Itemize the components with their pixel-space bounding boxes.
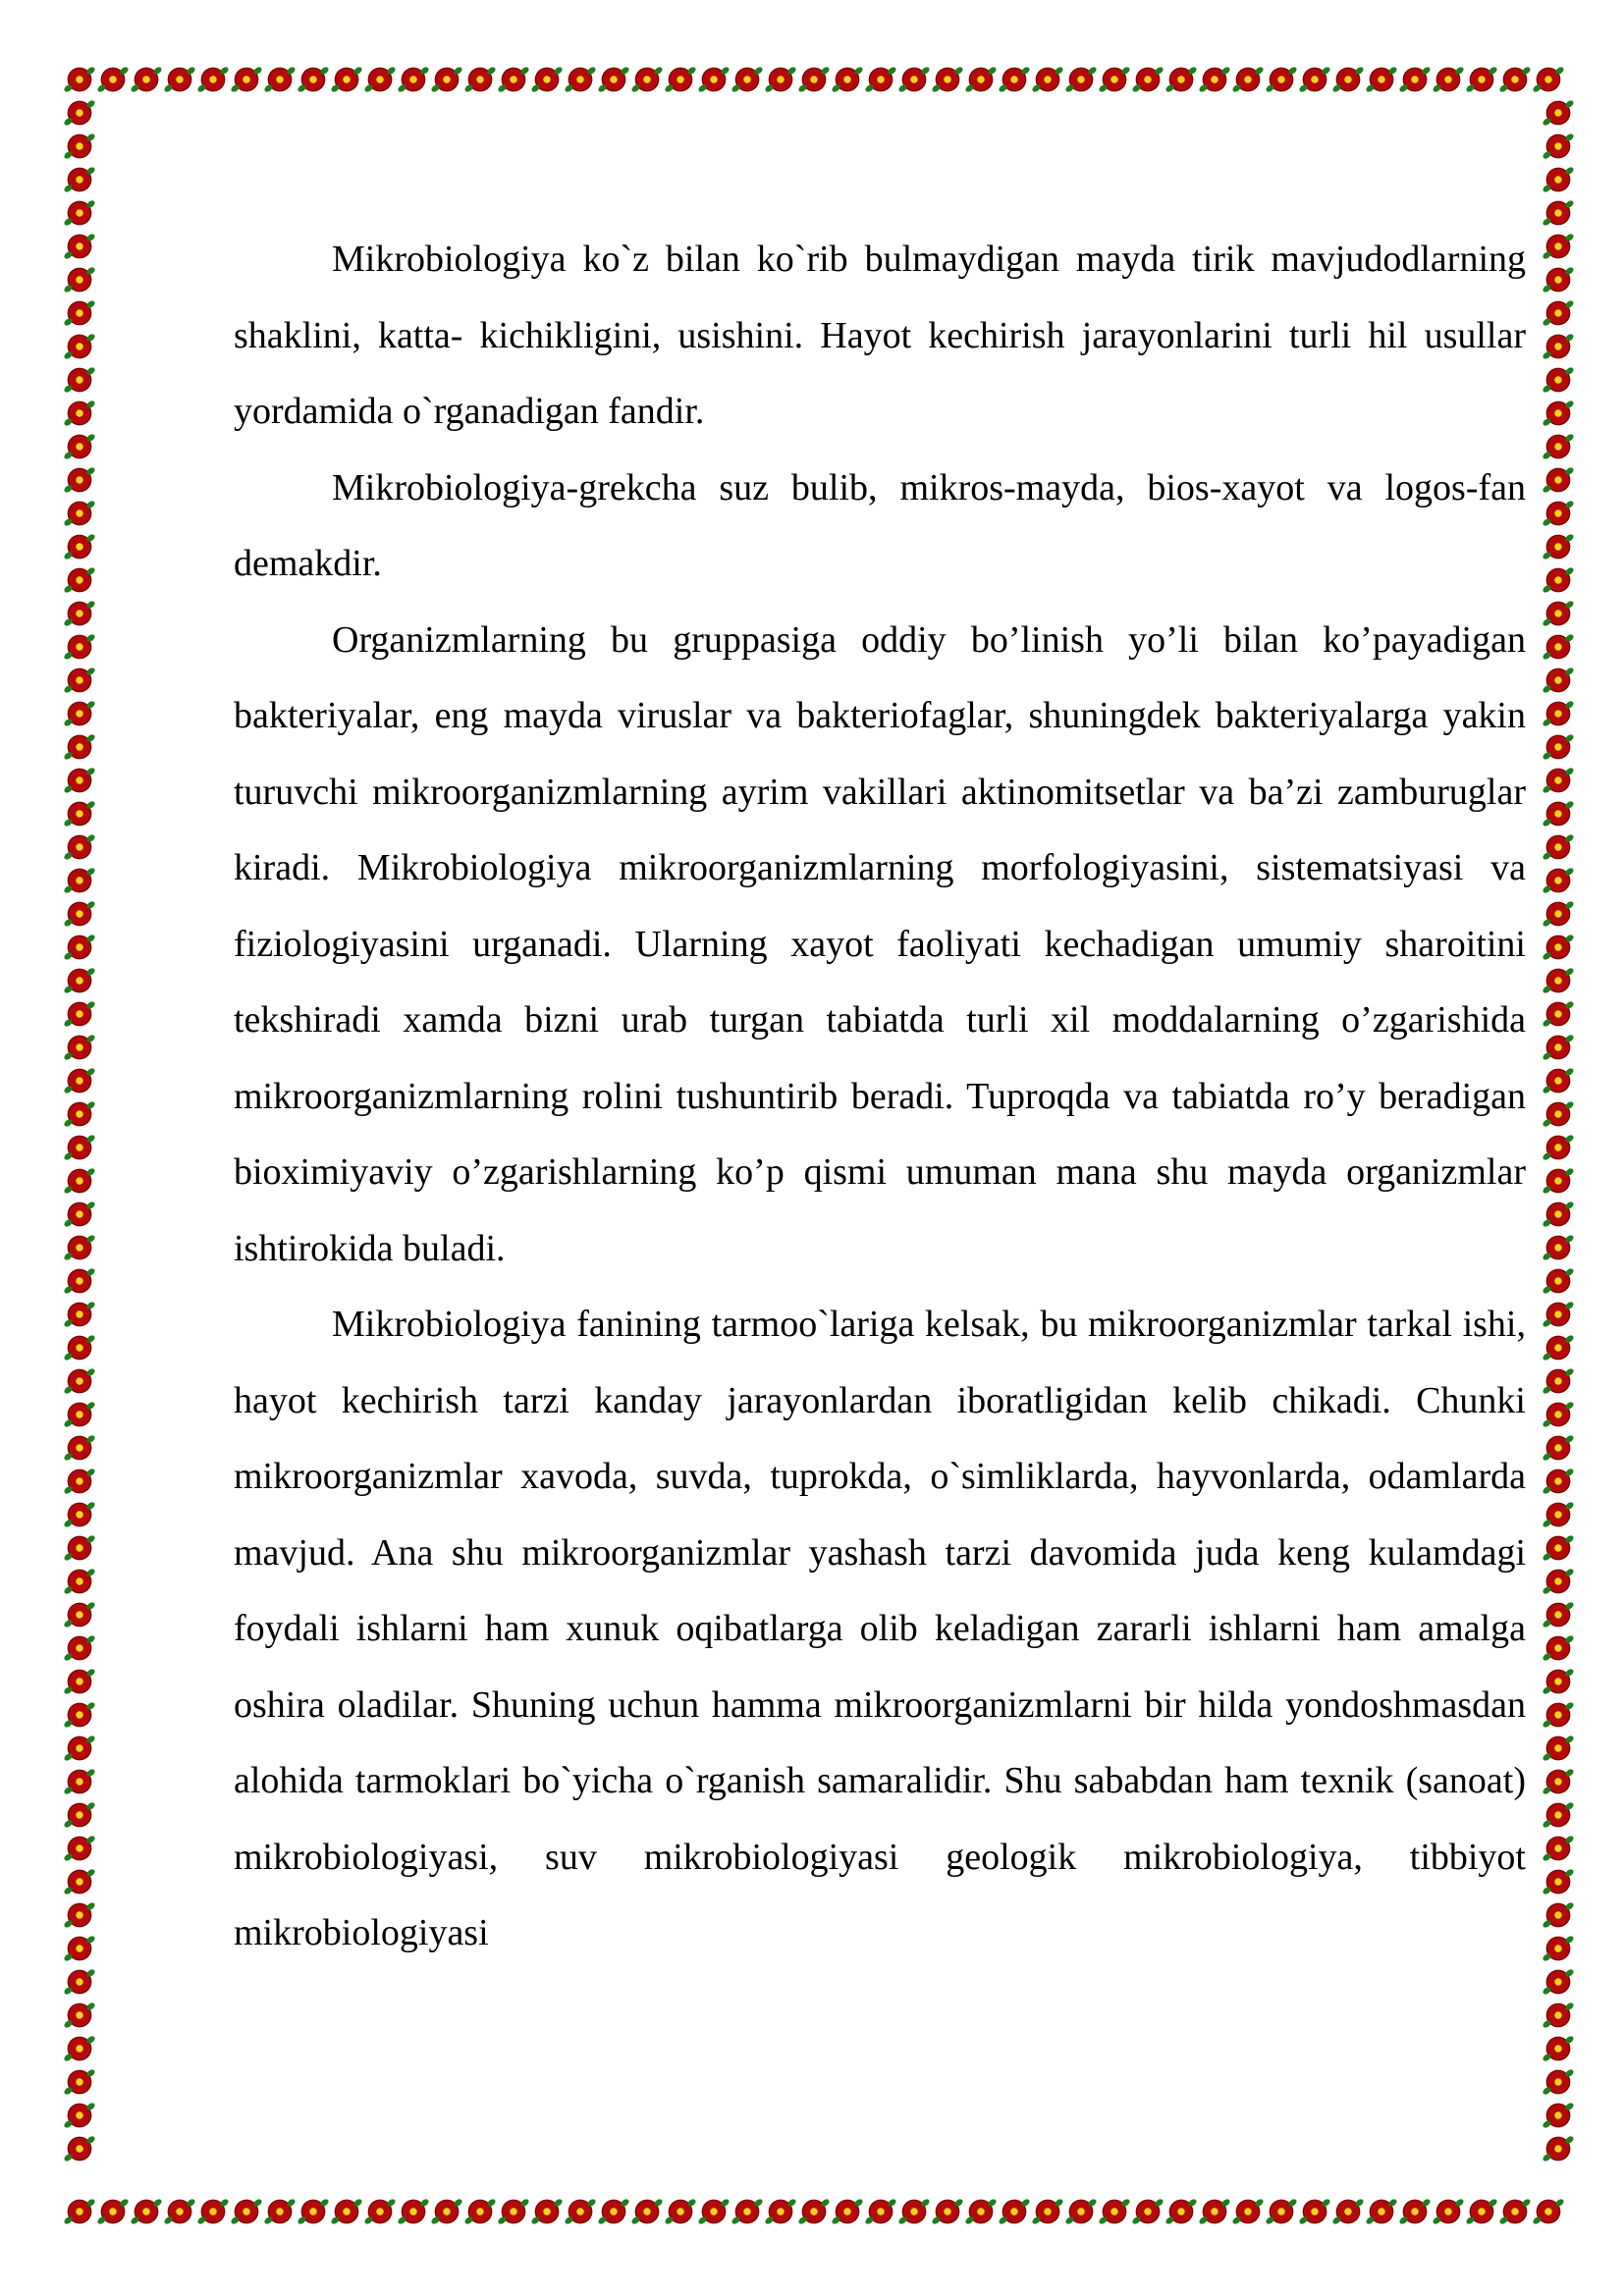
red-flower-icon bbox=[1102, 67, 1127, 92]
red-flower-icon bbox=[67, 567, 92, 593]
red-flower-icon bbox=[67, 1969, 92, 1995]
page-border-bottom bbox=[63, 2195, 1575, 2228]
red-flower-icon bbox=[134, 67, 159, 92]
red-flower-icon bbox=[1469, 67, 1494, 92]
red-flower-icon bbox=[768, 67, 793, 92]
red-flower-icon bbox=[1269, 67, 1294, 92]
red-flower-icon bbox=[67, 834, 92, 860]
red-flower-icon bbox=[1545, 1836, 1571, 1861]
red-flower-icon bbox=[1545, 334, 1571, 359]
red-flower-icon bbox=[1168, 2199, 1194, 2224]
red-flower-icon bbox=[1135, 2199, 1161, 2224]
red-flower-icon bbox=[734, 67, 760, 92]
red-flower-icon bbox=[835, 67, 860, 92]
red-flower-icon bbox=[334, 2199, 359, 2224]
red-flower-icon bbox=[1545, 534, 1571, 560]
red-flower-icon bbox=[1545, 1402, 1571, 1427]
red-flower-icon bbox=[901, 2199, 927, 2224]
red-flower-icon bbox=[1545, 1569, 1571, 1594]
red-flower-icon bbox=[968, 67, 994, 92]
red-flower-icon bbox=[67, 734, 92, 760]
red-flower-icon bbox=[67, 1902, 92, 1928]
red-flower-icon bbox=[1545, 133, 1571, 159]
red-flower-icon bbox=[1545, 1735, 1571, 1761]
red-flower-icon bbox=[1202, 67, 1227, 92]
red-flower-icon bbox=[67, 2036, 92, 2061]
red-flower-icon bbox=[1545, 1902, 1571, 1928]
red-flower-icon bbox=[1545, 501, 1571, 526]
red-flower-icon bbox=[501, 2199, 526, 2224]
red-flower-icon bbox=[534, 67, 560, 92]
red-flower-icon bbox=[67, 667, 92, 693]
red-flower-icon bbox=[1545, 1168, 1571, 1194]
red-flower-icon bbox=[67, 768, 92, 793]
red-flower-icon bbox=[968, 2199, 994, 2224]
red-flower-icon bbox=[1068, 67, 1094, 92]
paragraph-2: Mikrobiologiya-grekcha suz bulib, mikros-mayda, bios-xayot va logos-fan demakdir. bbox=[234, 466, 1526, 584]
red-flower-icon bbox=[67, 1468, 92, 1494]
red-flower-icon bbox=[1235, 67, 1261, 92]
red-flower-icon bbox=[1402, 67, 1428, 92]
red-flower-icon bbox=[1545, 834, 1571, 860]
red-flower-icon bbox=[67, 968, 92, 993]
red-flower-icon bbox=[1335, 2199, 1361, 2224]
red-flower-icon bbox=[67, 234, 92, 259]
red-flower-icon bbox=[1545, 2069, 1571, 2095]
red-flower-icon bbox=[67, 1001, 92, 1027]
red-flower-icon bbox=[935, 2199, 960, 2224]
red-flower-icon bbox=[67, 1702, 92, 1728]
red-flower-icon bbox=[1545, 467, 1571, 493]
red-flower-icon bbox=[1545, 200, 1571, 226]
red-flower-icon bbox=[801, 2199, 827, 2224]
red-flower-icon bbox=[434, 2199, 460, 2224]
red-flower-icon bbox=[267, 67, 293, 92]
red-flower-icon bbox=[67, 1769, 92, 1794]
red-flower-icon bbox=[67, 367, 92, 393]
red-flower-icon bbox=[868, 67, 893, 92]
red-flower-icon bbox=[401, 67, 426, 92]
red-flower-icon bbox=[1545, 1669, 1571, 1694]
red-flower-icon bbox=[100, 2199, 126, 2224]
red-flower-icon bbox=[67, 167, 92, 192]
red-flower-icon bbox=[267, 2199, 293, 2224]
red-flower-icon bbox=[67, 1435, 92, 1461]
red-flower-icon bbox=[434, 67, 460, 92]
document-body bbox=[234, 222, 1526, 1972]
red-flower-icon bbox=[1545, 968, 1571, 993]
red-flower-icon bbox=[1168, 67, 1194, 92]
red-flower-icon bbox=[634, 67, 660, 92]
red-flower-icon bbox=[1545, 1702, 1571, 1728]
red-flower-icon bbox=[200, 67, 226, 92]
paragraph-1: Mikrobiologiya ko`z bilan ko`rib bulmaydigan mayda tirik mavjudodlarning shaklini, katta- kichikligini, usishini. Hayot kechirish jarayonlarini turli hil usullar yordamida o`rganadigan fandir. bbox=[234, 239, 1526, 432]
red-flower-icon bbox=[668, 67, 693, 92]
red-flower-icon bbox=[67, 1035, 92, 1060]
red-flower-icon bbox=[1545, 367, 1571, 393]
red-flower-icon bbox=[67, 601, 92, 626]
red-flower-icon bbox=[1545, 1468, 1571, 1494]
red-flower-icon bbox=[67, 1302, 92, 1327]
red-flower-icon bbox=[1545, 634, 1571, 660]
red-flower-icon bbox=[67, 534, 92, 560]
red-flower-icon bbox=[701, 67, 727, 92]
red-flower-icon bbox=[1545, 400, 1571, 426]
red-flower-icon bbox=[67, 2103, 92, 2128]
red-flower-icon bbox=[67, 1869, 92, 1895]
red-flower-icon bbox=[1545, 1502, 1571, 1527]
red-flower-icon bbox=[67, 200, 92, 226]
red-flower-icon bbox=[67, 701, 92, 726]
red-flower-icon bbox=[67, 1535, 92, 1561]
red-flower-icon bbox=[67, 1235, 92, 1260]
red-flower-icon bbox=[67, 300, 92, 326]
red-flower-icon bbox=[1545, 1001, 1571, 1027]
red-flower-icon bbox=[467, 2199, 493, 2224]
red-flower-icon bbox=[634, 2199, 660, 2224]
red-flower-icon bbox=[67, 934, 92, 960]
red-flower-icon bbox=[1545, 1635, 1571, 1661]
red-flower-icon bbox=[67, 1268, 92, 1294]
red-flower-icon bbox=[67, 2136, 92, 2162]
red-flower-icon bbox=[1545, 1869, 1571, 1895]
red-flower-icon bbox=[734, 2199, 760, 2224]
red-flower-icon bbox=[67, 1635, 92, 1661]
red-flower-icon bbox=[1235, 2199, 1261, 2224]
red-flower-icon bbox=[401, 2199, 426, 2224]
red-flower-icon bbox=[1435, 67, 1461, 92]
red-flower-icon bbox=[1545, 1068, 1571, 1094]
red-flower-icon bbox=[768, 2199, 793, 2224]
red-flower-icon bbox=[67, 1068, 92, 1094]
paragraph-4: Mikrobiologiya fanining tarmoo`lariga kelsak, bu mikroorganizmlar tarkal ishi, hayot kechirish tarzi kanday jarayonlardan iboratligidan kelib chikadi. Chunki mikroorganizmlar xavoda, suvda, tuprokda, o`simliklarda, hayvonlarda, odamlarda mavjud. Ana shu mikroorganizmlar yashash tarzi davomida juda keng kulamdagi foydali ishlarni ham xunuk oqibatlarga olib keladigan zararli ishlarni ham amalga oshira oladilar. Shuning uchun hamma mikroorganizmlarni bir hilda yondoshmasdan alohida tarmoklari bo`yicha o`rganish samaralidir. Shu sababdan ham texnik (sanoat) mikrobiologiyasi, suv mikrobiologiyasi geologik mikrobiologiya, tibbiyot mikrobiologiyasi bbox=[234, 1304, 1526, 1953]
red-flower-icon bbox=[1001, 2199, 1027, 2224]
red-flower-icon bbox=[1469, 2199, 1494, 2224]
red-flower-icon bbox=[1545, 1235, 1571, 1260]
red-flower-icon bbox=[1545, 868, 1571, 893]
red-flower-icon bbox=[67, 334, 92, 359]
red-flower-icon bbox=[367, 2199, 393, 2224]
red-flower-icon bbox=[1545, 667, 1571, 693]
red-flower-icon bbox=[1035, 2199, 1060, 2224]
red-flower-icon bbox=[935, 67, 960, 92]
red-flower-icon bbox=[1545, 167, 1571, 192]
red-flower-icon bbox=[1545, 734, 1571, 760]
red-flower-icon bbox=[1545, 2002, 1571, 2028]
red-flower-icon bbox=[67, 1368, 92, 1394]
red-flower-icon bbox=[67, 2199, 92, 2224]
red-flower-icon bbox=[100, 67, 126, 92]
red-flower-icon bbox=[1545, 267, 1571, 293]
red-flower-icon bbox=[1435, 2199, 1461, 2224]
red-flower-icon bbox=[67, 467, 92, 493]
red-flower-icon bbox=[1402, 2199, 1428, 2224]
red-flower-icon bbox=[67, 267, 92, 293]
red-flower-icon bbox=[300, 2199, 326, 2224]
red-flower-icon bbox=[1302, 67, 1327, 92]
red-flower-icon bbox=[67, 67, 92, 92]
red-flower-icon bbox=[67, 2002, 92, 2028]
red-flower-icon bbox=[334, 67, 359, 92]
red-flower-icon bbox=[1068, 2199, 1094, 2224]
red-flower-icon bbox=[67, 1735, 92, 1761]
red-flower-icon bbox=[1545, 1268, 1571, 1294]
red-flower-icon bbox=[67, 868, 92, 893]
red-flower-icon bbox=[67, 1402, 92, 1427]
red-flower-icon bbox=[1545, 901, 1571, 927]
red-flower-icon bbox=[1545, 100, 1571, 126]
red-flower-icon bbox=[1102, 2199, 1127, 2224]
red-flower-icon bbox=[1545, 1936, 1571, 1961]
red-flower-icon bbox=[67, 1201, 92, 1227]
red-flower-icon bbox=[67, 1135, 92, 1160]
red-flower-icon bbox=[1369, 67, 1394, 92]
page-border-right bbox=[1542, 96, 1575, 2195]
red-flower-icon bbox=[67, 2069, 92, 2095]
page-border-left bbox=[63, 96, 96, 2195]
red-flower-icon bbox=[300, 67, 326, 92]
red-flower-icon bbox=[1545, 1335, 1571, 1361]
red-flower-icon bbox=[1545, 1535, 1571, 1561]
red-flower-icon bbox=[1545, 1035, 1571, 1060]
red-flower-icon bbox=[1369, 2199, 1394, 2224]
red-flower-icon bbox=[1545, 1435, 1571, 1461]
red-flower-icon bbox=[1545, 1302, 1571, 1327]
red-flower-icon bbox=[1545, 934, 1571, 960]
red-flower-icon bbox=[1545, 567, 1571, 593]
red-flower-icon bbox=[67, 100, 92, 126]
red-flower-icon bbox=[67, 434, 92, 459]
red-flower-icon bbox=[1545, 1135, 1571, 1160]
red-flower-icon bbox=[1335, 67, 1361, 92]
red-flower-icon bbox=[1035, 67, 1060, 92]
red-flower-icon bbox=[167, 2199, 192, 2224]
red-flower-icon bbox=[67, 1802, 92, 1828]
red-flower-icon bbox=[467, 67, 493, 92]
red-flower-icon bbox=[1545, 801, 1571, 827]
red-flower-icon bbox=[668, 2199, 693, 2224]
red-flower-icon bbox=[67, 801, 92, 827]
red-flower-icon bbox=[1545, 701, 1571, 726]
page-border-top bbox=[63, 63, 1575, 96]
red-flower-icon bbox=[1502, 67, 1528, 92]
red-flower-icon bbox=[1502, 2199, 1528, 2224]
red-flower-icon bbox=[1545, 1969, 1571, 1995]
red-flower-icon bbox=[568, 2199, 593, 2224]
red-flower-icon bbox=[601, 2199, 626, 2224]
red-flower-icon bbox=[167, 67, 192, 92]
red-flower-icon bbox=[1545, 300, 1571, 326]
red-flower-icon bbox=[67, 1602, 92, 1628]
red-flower-icon bbox=[835, 2199, 860, 2224]
red-flower-icon bbox=[67, 634, 92, 660]
red-flower-icon bbox=[1202, 2199, 1227, 2224]
red-flower-icon bbox=[67, 1836, 92, 1861]
red-flower-icon bbox=[1545, 1769, 1571, 1794]
red-flower-icon bbox=[901, 67, 927, 92]
red-flower-icon bbox=[67, 1335, 92, 1361]
red-flower-icon bbox=[1545, 768, 1571, 793]
red-flower-icon bbox=[1545, 1201, 1571, 1227]
red-flower-icon bbox=[134, 2199, 159, 2224]
red-flower-icon bbox=[1545, 2136, 1571, 2162]
red-flower-icon bbox=[67, 1168, 92, 1194]
red-flower-icon bbox=[1545, 601, 1571, 626]
red-flower-icon bbox=[67, 400, 92, 426]
red-flower-icon bbox=[67, 1502, 92, 1527]
red-flower-icon bbox=[67, 501, 92, 526]
red-flower-icon bbox=[1545, 1101, 1571, 1127]
red-flower-icon bbox=[1545, 1602, 1571, 1628]
paragraph-3: Organizmlarning bu gruppasiga oddiy bo’linish yo’li bilan ko’payadigan bakteriyalar, eng mayda viruslar va bakteriofaglar, shuningdek bakteriyalarga yakin turuvchi mikroorganizmlarning ayrim vakillari aktinomitsetlar va ba’zi zamburuglar kiradi. Mikrobiologiya mikroorganizmlarning morfologiyasini, sistematsiyasi va fiziologiyasini urganadi. Ularning xayot faoliyati kechadigan umumiy sharoitini tekshiradi xamda bizni urab turgan tabiatda turli xil moddalarning o’zgarishida mikroorganizmlarning rolini tushuntirib beradi. Tuproqda va tabiatda ro’y beradigan bioximiyaviy o’zgarishlarning ko’p qismi umuman mana shu mayda organizmlar ishtirokida buladi. bbox=[234, 618, 1526, 1269]
red-flower-icon bbox=[501, 67, 526, 92]
red-flower-icon bbox=[1269, 2199, 1294, 2224]
red-flower-icon bbox=[67, 1569, 92, 1594]
red-flower-icon bbox=[67, 1101, 92, 1127]
red-flower-icon bbox=[1135, 67, 1161, 92]
red-flower-icon bbox=[801, 67, 827, 92]
red-flower-icon bbox=[67, 1936, 92, 1961]
red-flower-icon bbox=[1545, 434, 1571, 459]
red-flower-icon bbox=[234, 2199, 259, 2224]
red-flower-icon bbox=[1545, 1802, 1571, 1828]
red-flower-icon bbox=[1001, 67, 1027, 92]
red-flower-icon bbox=[1536, 67, 1561, 92]
red-flower-icon bbox=[234, 67, 259, 92]
red-flower-icon bbox=[601, 67, 626, 92]
red-flower-icon bbox=[534, 2199, 560, 2224]
red-flower-icon bbox=[67, 133, 92, 159]
red-flower-icon bbox=[367, 67, 393, 92]
red-flower-icon bbox=[200, 2199, 226, 2224]
red-flower-icon bbox=[568, 67, 593, 92]
red-flower-icon bbox=[1545, 1368, 1571, 1394]
red-flower-icon bbox=[1302, 2199, 1327, 2224]
red-flower-icon bbox=[67, 901, 92, 927]
red-flower-icon bbox=[1545, 2036, 1571, 2061]
red-flower-icon bbox=[868, 2199, 893, 2224]
red-flower-icon bbox=[1545, 2103, 1571, 2128]
red-flower-icon bbox=[67, 1669, 92, 1694]
red-flower-icon bbox=[1545, 234, 1571, 259]
red-flower-icon bbox=[701, 2199, 727, 2224]
red-flower-icon bbox=[1536, 2199, 1561, 2224]
